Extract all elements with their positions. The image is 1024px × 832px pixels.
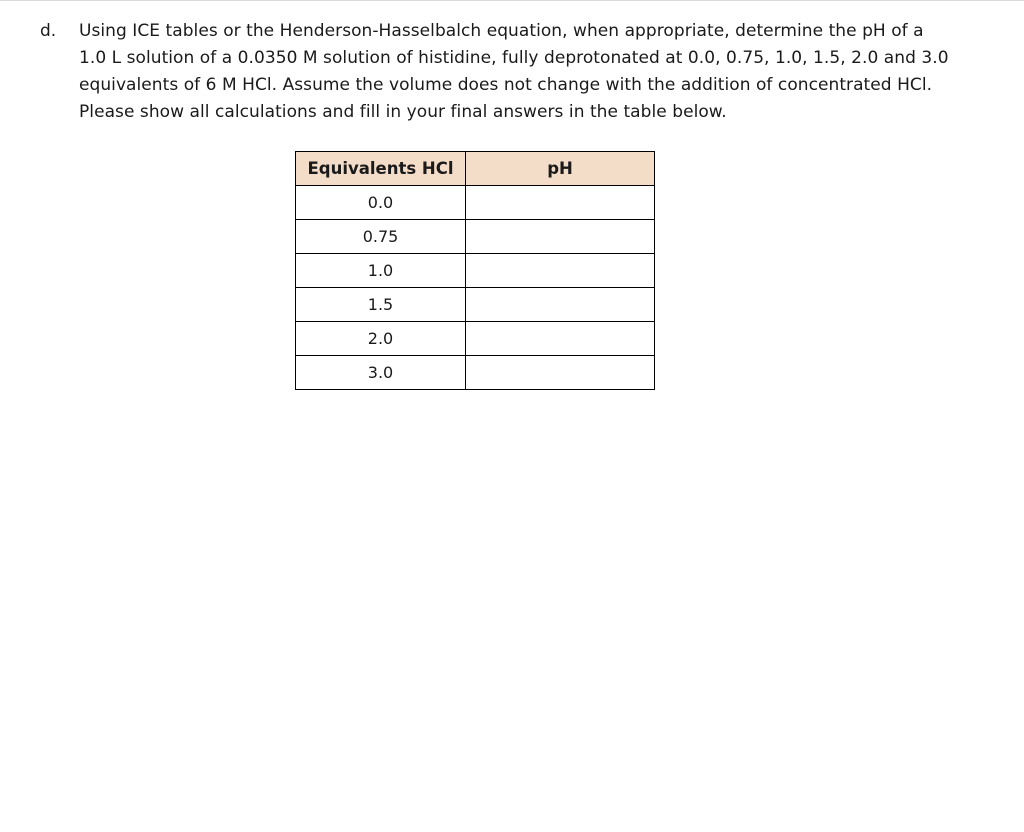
table-row xyxy=(296,322,655,356)
ph-answer-cell[interactable] xyxy=(466,254,655,288)
question-label: d. xyxy=(40,21,57,41)
table-row xyxy=(296,356,655,390)
ph-answer-cell[interactable] xyxy=(466,220,655,254)
answer-table xyxy=(295,151,655,390)
equivalents-cell: 0.0 xyxy=(296,186,466,220)
page-top-rule xyxy=(0,0,1024,1)
ph-answer-cell[interactable] xyxy=(466,288,655,322)
ph-answer-cell[interactable] xyxy=(466,356,655,390)
question-line: Please show all calculations and fill in your final answers in the table below. xyxy=(79,102,727,122)
equivalents-cell: 2.0 xyxy=(296,322,466,356)
table-row xyxy=(296,288,655,322)
question-line: equivalents of 6 M HCl. Assume the volume does not change with the addition of concentrated HCl. xyxy=(79,75,933,95)
ph-answer-cell[interactable] xyxy=(466,322,655,356)
ph-answer-cell[interactable] xyxy=(466,186,655,220)
header-equivalents-hcl: Equivalents HCl xyxy=(296,152,466,186)
table-row xyxy=(296,220,655,254)
table-row xyxy=(296,186,655,220)
equivalents-cell: 1.0 xyxy=(296,254,466,288)
equivalents-cell: 3.0 xyxy=(296,356,466,390)
question-d xyxy=(40,18,1000,126)
question-line: 1.0 L solution of a 0.0350 M solution of histidine, fully deprotonated at 0.0, 0.75, 1.0, 1.5, 2.0 and 3.0 xyxy=(79,48,949,68)
table-row xyxy=(296,254,655,288)
equivalents-cell: 1.5 xyxy=(296,288,466,322)
table-header-row xyxy=(296,152,655,186)
header-ph: pH xyxy=(466,152,655,186)
question-text xyxy=(79,18,1000,126)
equivalents-cell: 0.75 xyxy=(296,220,466,254)
question-line: Using ICE tables or the Henderson-Hasselbalch equation, when appropriate, determine the pH of a xyxy=(79,21,924,41)
